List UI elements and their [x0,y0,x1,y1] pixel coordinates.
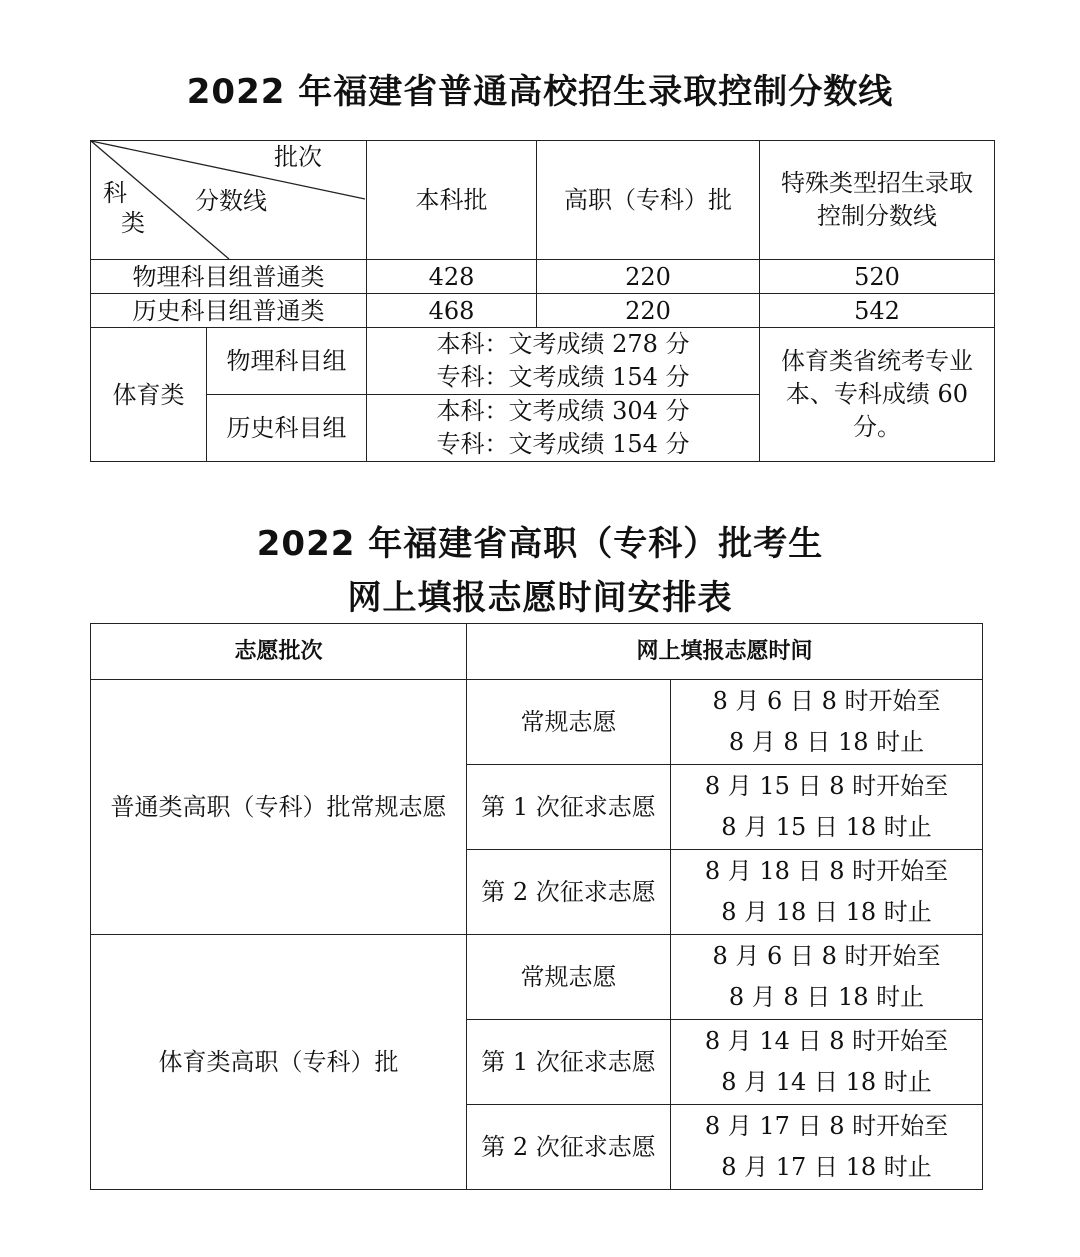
table-row [91,294,995,328]
table-row [91,260,995,294]
time-end: 8 月 14 日 18 时止 [721,1068,932,1096]
corner-ke-label: 科 [103,179,127,207]
sports-group-name: 历史科目组 [207,395,367,462]
sports-note-line2: 本、专科成绩 60 分。 [785,380,969,441]
time-range [671,935,983,1020]
time-end: 8 月 18 日 18 时止 [721,898,932,926]
header-special-line1: 特殊类型招生录取 [781,169,973,197]
header-special [760,141,995,260]
time-range [671,765,983,850]
header-batch: 志愿批次 [91,624,467,680]
admission-score-table [90,140,995,462]
time-end: 8 月 8 日 18 时止 [728,983,925,1011]
corner-score-line-label: 分数线 [195,187,267,215]
sports-group-name: 物理科目组 [207,328,367,395]
gaozhi-score: 220 [537,260,760,294]
table-row [91,935,983,1020]
time-start: 8 月 6 日 8 时开始至 [712,687,941,715]
corner-header-cell [91,141,367,260]
benke-score: 428 [367,260,537,294]
time-range [671,1020,983,1105]
volunteer-type: 第 1 次征求志愿 [467,765,671,850]
sports-score-line: 专科：文考成绩 154 分 [436,363,690,391]
time-end: 8 月 8 日 18 时止 [728,728,925,756]
sports-scores [367,328,760,395]
application-schedule-table [90,623,983,1190]
sports-score-line: 本科：文考成绩 304 分 [436,397,690,425]
header-special-line2: 控制分数线 [817,202,937,230]
sports-note [760,328,995,462]
table1-title: 2022 年福建省普通高校招生录取控制分数线 [186,72,894,112]
table-row [91,680,983,765]
volunteer-type: 第 2 次征求志愿 [467,1105,671,1190]
time-range [671,1105,983,1190]
group-name: 普通类高职（专科）批常规志愿 [91,680,467,935]
time-start: 8 月 17 日 8 时开始至 [704,1112,949,1140]
special-score: 520 [760,260,995,294]
sports-label: 体育类 [91,328,207,462]
volunteer-type: 第 2 次征求志愿 [467,850,671,935]
time-range [671,680,983,765]
volunteer-type: 常规志愿 [467,680,671,765]
row-label: 物理科目组普通类 [91,260,367,294]
header-benke: 本科批 [367,141,537,260]
special-score: 542 [760,294,995,328]
time-start: 8 月 6 日 8 时开始至 [712,942,941,970]
time-end: 8 月 17 日 18 时止 [721,1153,932,1181]
time-start: 8 月 14 日 8 时开始至 [704,1027,949,1055]
corner-batch-label: 批次 [274,143,322,171]
time-start: 8 月 18 日 8 时开始至 [704,857,949,885]
gaozhi-score: 220 [537,294,760,328]
time-range [671,850,983,935]
sports-note-line1: 体育类省统考专业 [781,347,973,375]
table-row [91,328,995,395]
volunteer-type: 第 1 次征求志愿 [467,1020,671,1105]
volunteer-type: 常规志愿 [467,935,671,1020]
header-time: 网上填报志愿时间 [467,624,983,680]
time-start: 8 月 15 日 8 时开始至 [704,772,949,800]
benke-score: 468 [367,294,537,328]
time-end: 8 月 15 日 18 时止 [721,813,932,841]
row-label: 历史科目组普通类 [91,294,367,328]
corner-lei-label: 类 [121,209,145,237]
sports-score-line: 专科：文考成绩 154 分 [436,430,690,458]
table2-title-line1: 2022 年福建省高职（专科）批考生 [256,524,824,564]
table2-title-line2: 网上填报志愿时间安排表 [347,578,733,618]
header-gaozhi: 高职（专科）批 [537,141,760,260]
sports-scores [367,395,760,462]
group-name: 体育类高职（专科）批 [91,935,467,1190]
sports-score-line: 本科：文考成绩 278 分 [436,330,690,358]
